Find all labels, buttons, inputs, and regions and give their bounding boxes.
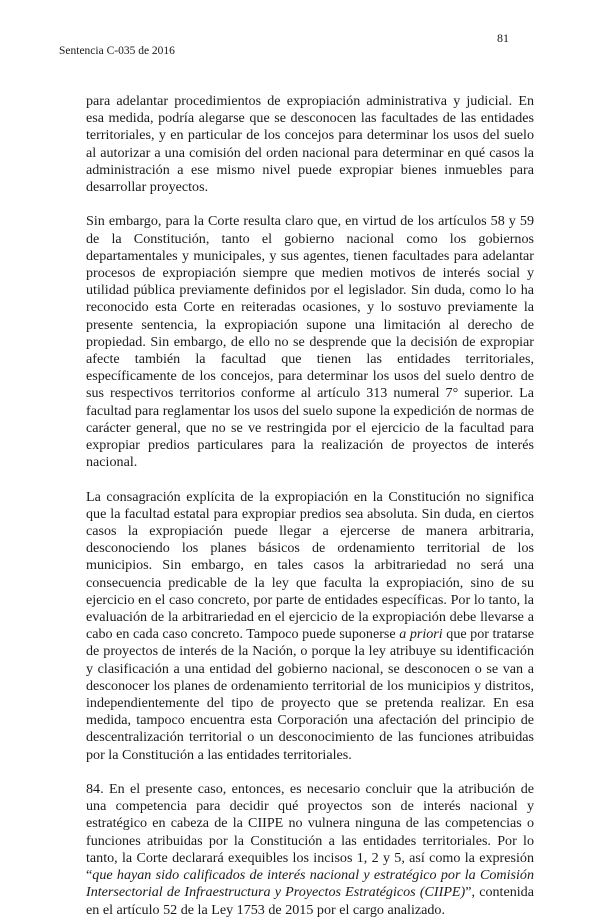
paragraph-4-italic: que hayan sido calificados de interés nacional y estratégico por la Comisión Intersectorial de Infraestructura y Proyectos Estratégicos (CIIPE)	[86, 867, 534, 901]
paragraph-4-text-after: ”, contenida en el artículo 52 de la Ley 1753 de 2015 por el cargo analizado.	[86, 884, 534, 918]
running-header: Sentencia C-035 de 2016	[59, 45, 175, 57]
paragraph-3	[86, 489, 534, 764]
paragraph-3-italic: a priori	[399, 626, 443, 643]
paragraph-1: para adelantar procedimientos de expropiación administrativa y judicial. En esa medida, podría alegarse que se desconocen las facultades de las entidades territoriales, y en particular de los concejos para determinar los usos del suelo al autorizar a una comisión del orden nacional para determinar en qué casos la administración a ese mismo nivel puede expropiar bienes inmuebles para desarrollar proyectos.	[86, 93, 534, 196]
page-number: 81	[497, 31, 509, 45]
paragraph-3-text-before: La consagración explícita de la expropiación en la Constitución no significa que la facultad estatal para expropiar predios sea absoluta. Sin duda, en ciertos casos la expropiación puede llegar a ejercerse de manera arbitraria, desconociendo los planes básicos de ordenamiento territorial de los municipios. Sin embargo, en tales casos la arbitrariedad no será una consecuencia predicable de la ley que faculta la expropiación, sino de su ejercicio en el caso concreto, por parte de entidades específicas. Por lo tanto, la evaluación de la arbitrariedad en el ejercicio de la expropiación debe llevarse a cabo en cada caso concreto. Tampoco puede suponerse	[86, 488, 534, 643]
document-body	[86, 93, 534, 919]
paragraph-4	[86, 781, 534, 919]
paragraph-3-text-after: que por tratarse de proyectos de interés de la Nación, o porque la ley atribuye su identificación y clasificación a una entidad del gobierno nacional, se desconocen o se van a desconocer los planes de ordenamiento territorial de los municipios y distritos, independientemente del tipo de proyecto que se pretenda realizar. En esa medida, tampoco encuentra esta Corporación una afectación del principio de descentralización territorial o un desconocimiento de las funciones atribuidas por la Constitución a las entidades territoriales.	[86, 626, 534, 763]
paragraph-2: Sin embargo, para la Corte resulta claro que, en virtud de los artículos 58 y 59 de la Constitución, tanto el gobierno nacional como los gobiernos departamentales y municipales, y sus agentes, tienen facultades para adelantar procesos de expropiación siempre que medien motivos de interés social y utilidad pública previamente definidos por el legislador. Sin duda, como lo ha reconocido esta Corte en reiteradas ocasiones, y lo sostuvo previamente la presente sentencia, la expropiación supone una limitación al derecho de propiedad. Sin embargo, de ello no se desprende que la decisión de expropiar afecte también la facultad que tienen las entidades territoriales, específicamente de los concejos, para determinar los usos del suelo dentro de sus respectivos territorios conforme al artículo 313 numeral 7° superior. La facultad para reglamentar los usos del suelo supone la expedición de normas de carácter general, que no se ve restringida por el ejercicio de la facultad para expropiar predios particulares para la realización de proyectos de interés nacional.	[86, 213, 534, 471]
paragraph-4-text-before: 84. En el presente caso, entonces, es necesario concluir que la atribución de una competencia para decidir qué proyectos son de interés nacional y estratégico en cabeza de la CIIPE no vulnera ninguna de las competencias o funciones atribuidas por la Constitución a las entidades territoriales. Por lo tanto, la Corte declarará exequibles los incisos 1, 2 y 5, así como la expresión “	[86, 781, 534, 884]
